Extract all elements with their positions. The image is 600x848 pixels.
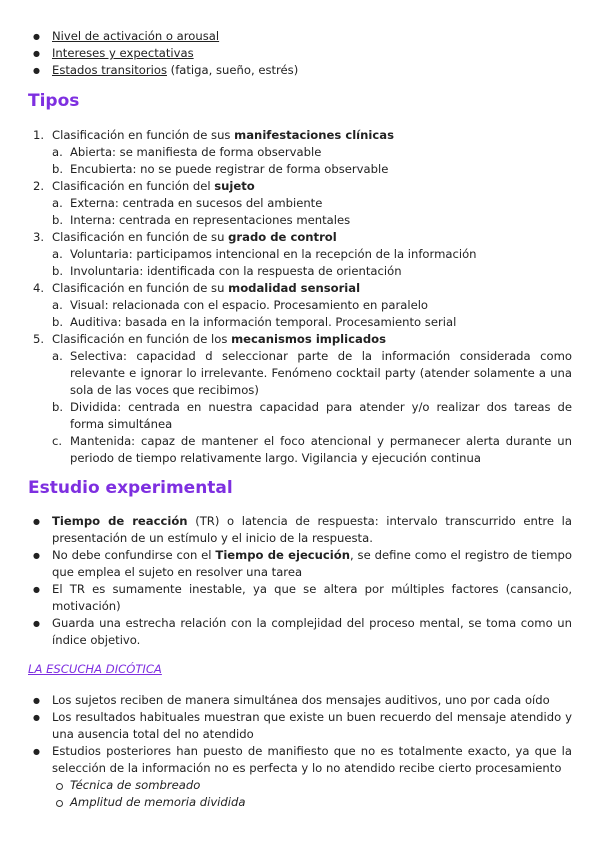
sub-list-item xyxy=(0,794,600,811)
list-item xyxy=(0,229,572,246)
sub-letter: b. xyxy=(52,400,64,414)
sub-text: Involuntaria: identificada con la respuesta de orientación xyxy=(70,264,402,278)
sub-text: Visual: relacionada con el espacio. Procesamiento en paralelo xyxy=(70,298,429,312)
sub-text: Selectiva: capacidad d seleccionar parte de la información considerada como relevante e ignorar lo irrelevante. Fenómeno cocktail party (atender solamente a una sola de las voces que recibimos) xyxy=(70,349,572,397)
item-text: Clasificación en función del xyxy=(52,179,215,193)
sub-item xyxy=(0,263,572,280)
escucha-dicotica-link[interactable]: LA ESCUCHA DICÓTICA xyxy=(28,662,162,676)
sub-text: Interna: centrada en representaciones mentales xyxy=(70,213,351,227)
sub-text: Encubierta: no se puede registrar de forma observable xyxy=(70,162,389,176)
sub-text: Auditiva: basada en la información temporal. Procesamiento serial xyxy=(70,315,457,329)
sub-letter: b. xyxy=(52,162,64,176)
sub-item xyxy=(0,314,572,331)
sub-list-item xyxy=(0,777,600,794)
bold-term: Tiempo de reacción xyxy=(52,514,188,528)
bullet-link[interactable]: Nivel de activación o arousal xyxy=(52,29,220,43)
sub-letter: a. xyxy=(52,145,63,159)
item-number: 5. xyxy=(33,332,45,346)
sub-letter: b. xyxy=(52,315,64,329)
item-text: Clasificación en función de los xyxy=(52,332,232,346)
escucha-list xyxy=(0,692,600,811)
sub-letter: b. xyxy=(52,213,64,227)
sub-letter: a. xyxy=(52,247,63,261)
sub-letter: a. xyxy=(52,349,63,363)
list-item xyxy=(0,127,572,144)
list-item xyxy=(0,178,572,195)
bullet-text: El TR es sumamente inestable, ya que se altera por múltiples factores (cansancio, motivación) xyxy=(52,582,572,613)
sub-item xyxy=(0,297,572,314)
bullet-text: No debe confundirse con el xyxy=(52,548,216,562)
sub-item xyxy=(0,433,572,467)
list-item xyxy=(0,615,572,649)
list-item xyxy=(0,709,572,743)
sub-text: Mantenida: capaz de mantener el foco atencional y permanecer alerta durante un periodo de tiempo relativamente largo. Vigilancia y ejecución continua xyxy=(70,434,572,465)
bullet-text: Guarda una estrecha relación con la complejidad del proceso mental, se toma como un índice objetivo. xyxy=(52,616,572,647)
sub-text: Externa: centrada en sucesos del ambiente xyxy=(70,196,323,210)
item-number: 3. xyxy=(33,230,45,244)
item-bold-text: modalidad sensorial xyxy=(228,281,361,295)
list-item xyxy=(0,280,572,297)
sub-text: Dividida: centrada en nuestra capacidad para atender y/o realizar dos tareas de forma simultánea xyxy=(70,400,572,431)
sub-item xyxy=(0,399,572,433)
estudio-list xyxy=(0,513,600,649)
sub-text: Abierta: se manifiesta de forma observable xyxy=(70,145,322,159)
bullet-text: Los sujetos reciben de manera simultánea dos mensajes auditivos, uno por cada oído xyxy=(52,693,550,707)
sub-letter: b. xyxy=(52,264,64,278)
sub-item xyxy=(0,195,572,212)
list-item xyxy=(0,547,572,581)
item-bold-text: mecanismos implicados xyxy=(231,332,386,346)
bullet-text: (fatiga, sueño, estrés) xyxy=(166,63,299,77)
list-item xyxy=(0,581,572,615)
list-item xyxy=(0,28,572,45)
sub-text: Técnica de sombreado xyxy=(70,778,201,792)
sub-letter: a. xyxy=(52,298,63,312)
list-item xyxy=(0,513,572,547)
sub-item xyxy=(0,246,572,263)
list-item xyxy=(0,743,572,777)
list-item xyxy=(0,692,572,709)
sub-text: Voluntaria: participamos intencional en la recepción de la información xyxy=(70,247,477,261)
item-bold-text: manifestaciones clínicas xyxy=(234,128,394,142)
item-text: Clasificación en función de su xyxy=(52,281,229,295)
sub-letter: a. xyxy=(52,196,63,210)
sub-item xyxy=(0,144,572,161)
tipos-list xyxy=(0,127,600,467)
item-number: 2. xyxy=(33,179,45,193)
item-bold-text: grado de control xyxy=(228,230,337,244)
top-bullet-list xyxy=(0,28,600,79)
list-item xyxy=(0,62,572,79)
list-item xyxy=(0,45,572,62)
sub-text: Amplitud de memoria dividida xyxy=(70,795,246,809)
sub-letter: c. xyxy=(52,434,63,448)
item-bold-text: sujeto xyxy=(214,179,255,193)
list-item xyxy=(0,331,572,348)
bullet-link[interactable]: Estados transitorios xyxy=(52,63,167,77)
sub-item xyxy=(0,348,572,399)
bullet-link[interactable]: Intereses y expectativas xyxy=(52,46,194,60)
bold-term: Tiempo de ejecución xyxy=(215,548,350,562)
sub-item xyxy=(0,161,572,178)
item-text: Clasificación en función de sus xyxy=(52,128,235,142)
section-heading-tipos: Tipos xyxy=(28,91,80,111)
bullet-text: (TR) o latencia de respuesta: intervalo transcurrido entre la presentación de un estímulo y el inicio de la respuesta. xyxy=(52,514,572,545)
sub-item xyxy=(0,212,572,229)
bullet-text: Estudios posteriores han puesto de manifiesto que no es totalmente exacto, ya que la selección de la información no es perfecta y lo no atendido recibe cierto procesamiento xyxy=(52,744,572,775)
section-heading-estudio: Estudio experimental xyxy=(28,478,233,498)
bullet-text: Los resultados habituales muestran que existe un buen recuerdo del mensaje atendido y una ausencia total del no atendido xyxy=(52,710,572,741)
item-text: Clasificación en función de su xyxy=(52,230,229,244)
item-number: 1. xyxy=(33,128,45,142)
item-number: 4. xyxy=(33,281,45,295)
bullet-text: , se define como el registro de tiempo que emplea el sujeto en resolver una tarea xyxy=(52,548,572,579)
